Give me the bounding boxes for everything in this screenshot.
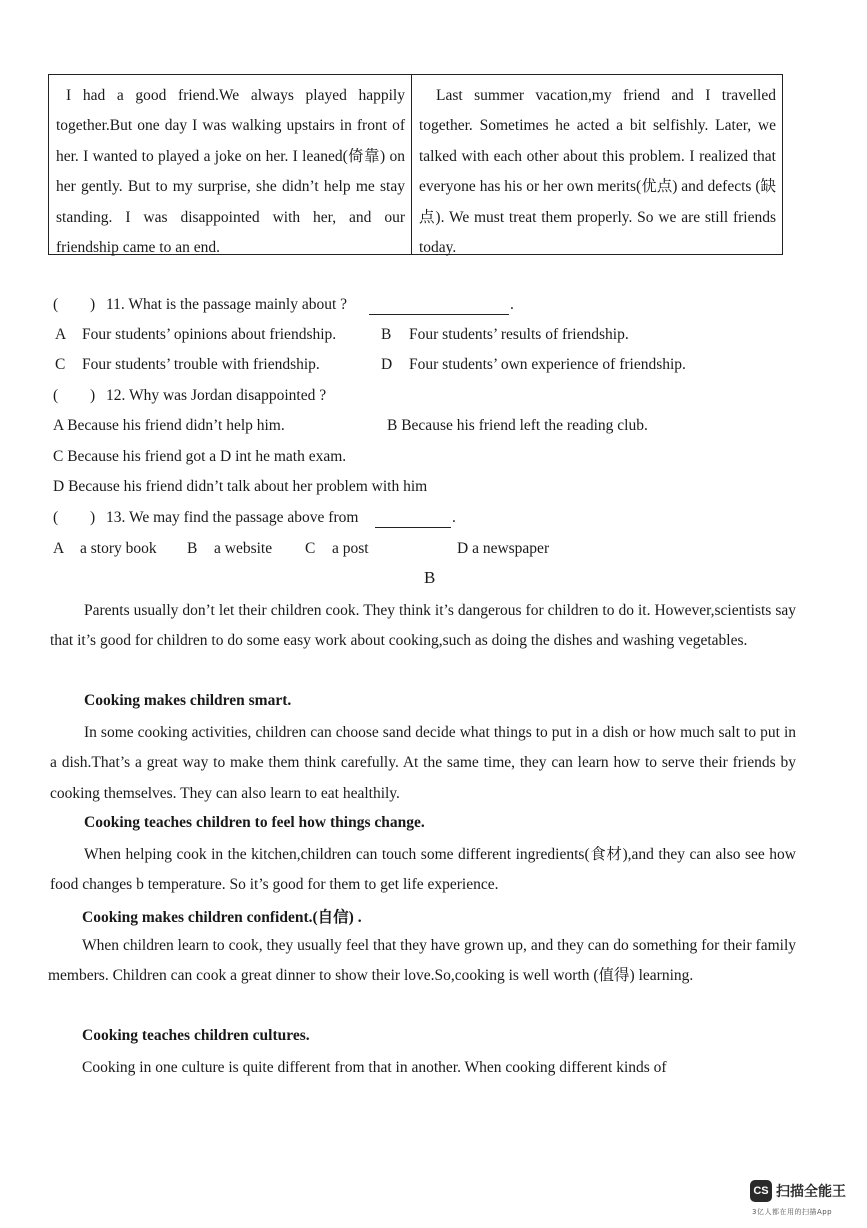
option-text: Four students’ trouble with friendship. xyxy=(82,356,320,373)
question-stem: 11. What is the passage mainly about ? xyxy=(106,296,348,313)
option-letter: B xyxy=(381,326,392,343)
section-paragraph: When helping cook in the kitchen,children can touch some different ingredients(食材),and they can also see how food changes b temperature. So it’s good for them to get life experience. xyxy=(50,846,796,894)
option-text: Four students’ results of friendship. xyxy=(409,326,629,343)
answer-blank[interactable] xyxy=(375,513,451,528)
answer-paren-close: ) xyxy=(90,387,96,404)
subheading: Cooking makes children confident.(自信) . xyxy=(82,909,362,926)
option-text: Four students’ own experience of friendship. xyxy=(409,356,686,373)
section-b-intro: Parents usually don’t let their children cook. They think it’s dangerous for children to do it. However,scientists say that it’s good for children to do some easy work about cooking,such as doing the dishes and washing vegetables. xyxy=(50,602,796,650)
option-text: D a newspaper xyxy=(457,540,550,557)
option-text: a website xyxy=(214,540,273,557)
question-end: . xyxy=(510,296,514,313)
answer-paren-close: ) xyxy=(90,509,96,526)
answer-paren-open: ( xyxy=(53,296,59,313)
option-letter: C xyxy=(305,540,316,557)
table-cell-right xyxy=(412,75,782,257)
option-text: Four students’ opinions about friendship. xyxy=(82,326,337,343)
question-end: . xyxy=(452,509,456,526)
story-left-text: I had a good friend.We always played happily together.But one day I was walking upstairs in front of her. I wanted to played a joke on her. I leaned(倚靠) on her gently. But to my surprise, she didn’t help me stay standing. I was disappointed with her, and our friendship came to an end. xyxy=(56,87,405,257)
subheading: Cooking teaches children to feel how things change. xyxy=(84,814,425,831)
option-letter: C xyxy=(55,356,66,373)
scanner-watermark xyxy=(750,1180,850,1220)
option-letter: B xyxy=(187,540,198,557)
camscanner-logo-icon: CS xyxy=(750,1180,772,1202)
option-letter: A xyxy=(55,326,67,343)
story-right-text: Last summer vacation,my friend and I travelled together. Sometimes he acted a bit selfishly. Later, we talked with each other about this problem. I realized that everyone has his or her own merits(优点) and defects (缺点). We must treat them properly. So we are still friends today. xyxy=(419,87,776,257)
option-text: A Because his friend didn’t help him. xyxy=(53,417,285,434)
section-b-heading: B xyxy=(424,568,436,587)
option-text: B Because his friend left the reading club. xyxy=(387,417,648,434)
option-text: a post xyxy=(332,540,369,557)
answer-paren-close: ) xyxy=(90,296,96,313)
section-paragraph: When children learn to cook, they usually feel that they have grown up, and they can do something for their family members. Children can cook a great dinner to show their love.So,cooking is well worth (值得) learning. xyxy=(48,937,796,985)
question-stem: 12. Why was Jordan disappointed ? xyxy=(106,387,327,404)
answer-paren-open: ( xyxy=(53,387,59,404)
subheading: Cooking makes children smart. xyxy=(84,692,292,709)
section-paragraph: Cooking in one culture is quite different from that in another. When cooking different kinds of xyxy=(82,1059,667,1076)
option-text: C Because his friend got a D int he math exam. xyxy=(53,448,347,465)
answer-blank[interactable] xyxy=(369,300,509,315)
table-cell-left xyxy=(49,75,412,257)
subheading: Cooking teaches children cultures. xyxy=(82,1027,310,1044)
watermark-app-name: 扫描全能王 xyxy=(776,1184,846,1200)
option-letter: A xyxy=(53,540,65,557)
answer-paren-open: ( xyxy=(53,509,59,526)
option-text: D Because his friend didn’t talk about her problem with him xyxy=(53,478,428,495)
section-paragraph: In some cooking activities, children can choose sand decide what things to put in a dish or how much salt to put in a dish.That’s a great way to make them think carefully. At the same time, they can learn how to serve their friends by cooking themselves. They can also learn to eat healthily. xyxy=(50,724,796,802)
option-letter: D xyxy=(381,356,393,373)
option-text: a story book xyxy=(80,540,157,557)
question-stem: 13. We may find the passage above from xyxy=(106,509,359,526)
friendship-stories-table xyxy=(48,74,783,255)
watermark-tagline: 3亿人都在用的扫描App xyxy=(752,1208,833,1216)
